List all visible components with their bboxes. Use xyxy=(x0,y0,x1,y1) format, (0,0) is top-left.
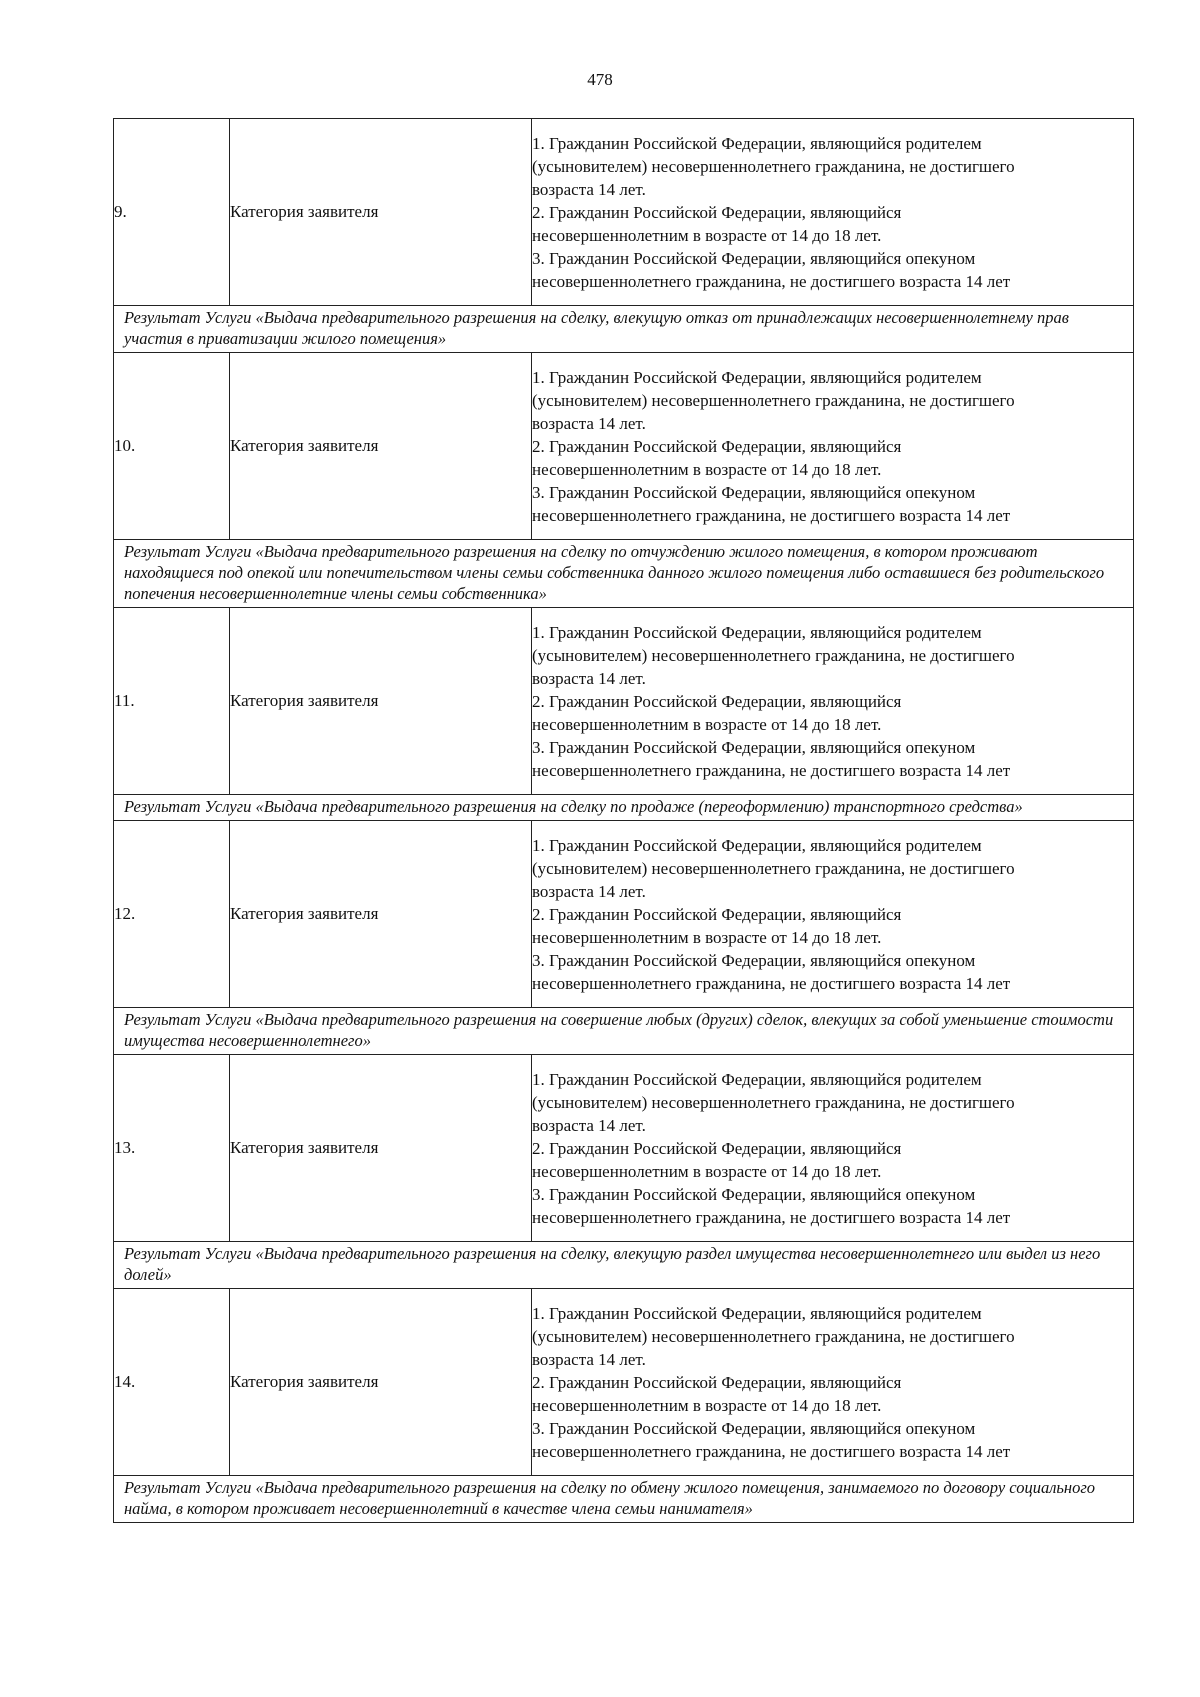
description-line: (усыновителем) несовершеннолетнего гражданина, не достигшего xyxy=(532,645,1015,665)
description-line: возраста 14 лет. xyxy=(532,179,646,199)
description-line: несовершеннолетним в возрасте от 14 до 18 лет. xyxy=(532,225,882,245)
result-row xyxy=(114,540,1134,608)
description-line: несовершеннолетнего гражданина, не достигшего возраста 14 лет xyxy=(532,505,1011,525)
result-row xyxy=(114,1476,1134,1523)
description-line: возраста 14 лет. xyxy=(532,413,646,433)
table-row xyxy=(114,608,1134,795)
description-line: 1. Гражданин Российской Федерации, являющийся родителем xyxy=(532,1303,982,1323)
description-line: несовершеннолетним в возрасте от 14 до 18 лет. xyxy=(532,1395,882,1415)
service-result-text: Результат Услуги «Выдача предварительного разрешения на сделку по обмену жилого помещения, занимаемого по договору социального найма, в котором проживает несовершеннолетний в качестве члена семьи нанимателя» xyxy=(114,1476,1134,1523)
applicant-description xyxy=(532,608,1134,795)
service-result-text: Результат Услуги «Выдача предварительного разрешения на совершение любых (других) сделок, влекущих за собой уменьшение стоимости имущества несовершеннолетнего» xyxy=(114,1008,1134,1055)
description-line: 3. Гражданин Российской Федерации, являющийся опекуном xyxy=(532,1418,976,1438)
category-label: Категория заявителя xyxy=(230,1055,532,1242)
description-line: 1. Гражданин Российской Федерации, являющийся родителем xyxy=(532,835,982,855)
applicant-category-table xyxy=(113,118,1134,1523)
description-line: (усыновителем) несовершеннолетнего гражданина, не достигшего xyxy=(532,1326,1015,1346)
description-line: несовершеннолетнего гражданина, не достигшего возраста 14 лет xyxy=(532,760,1011,780)
result-row xyxy=(114,795,1134,821)
description-line: 2. Гражданин Российской Федерации, являющийся xyxy=(532,1372,902,1392)
description-line: несовершеннолетнего гражданина, не достигшего возраста 14 лет xyxy=(532,1441,1011,1461)
description-line: несовершеннолетнего гражданина, не достигшего возраста 14 лет xyxy=(532,271,1011,291)
category-label: Категория заявителя xyxy=(230,119,532,306)
row-number: 12. xyxy=(114,821,230,1008)
description-line: 1. Гражданин Российской Федерации, являющийся родителем xyxy=(532,133,982,153)
description-line: возраста 14 лет. xyxy=(532,1115,646,1135)
description-line: 3. Гражданин Российской Федерации, являющийся опекуном xyxy=(532,737,976,757)
description-line: несовершеннолетним в возрасте от 14 до 18 лет. xyxy=(532,927,882,947)
description-line: несовершеннолетним в возрасте от 14 до 18 лет. xyxy=(532,714,882,734)
row-number: 10. xyxy=(114,353,230,540)
category-label: Категория заявителя xyxy=(230,1289,532,1476)
description-line: 2. Гражданин Российской Федерации, являющийся xyxy=(532,1138,902,1158)
category-label: Категория заявителя xyxy=(230,821,532,1008)
description-line: 3. Гражданин Российской Федерации, являющийся опекуном xyxy=(532,1184,976,1204)
description-line: несовершеннолетнего гражданина, не достигшего возраста 14 лет xyxy=(532,973,1011,993)
service-result-text: Результат Услуги «Выдача предварительного разрешения на сделку по отчуждению жилого помещения, в котором проживают находящиеся под опекой или попечительством члены семьи собственника данного жилого помещения либо оставшиеся без родительского попечения несовершеннолетние члены семьи собственника» xyxy=(114,540,1134,608)
service-result-text: Результат Услуги «Выдача предварительного разрешения на сделку по продаже (переоформлению) транспортного средства» xyxy=(114,795,1134,821)
description-line: 2. Гражданин Российской Федерации, являющийся xyxy=(532,691,902,711)
result-row xyxy=(114,1008,1134,1055)
table-row xyxy=(114,119,1134,306)
description-line: (усыновителем) несовершеннолетнего гражданина, не достигшего xyxy=(532,390,1015,410)
result-row xyxy=(114,306,1134,353)
description-line: возраста 14 лет. xyxy=(532,1349,646,1369)
applicant-description xyxy=(532,1289,1134,1476)
description-line: 3. Гражданин Российской Федерации, являющийся опекуном xyxy=(532,248,976,268)
applicant-description xyxy=(532,1055,1134,1242)
description-line: 2. Гражданин Российской Федерации, являющийся xyxy=(532,904,902,924)
description-line: 2. Гражданин Российской Федерации, являющийся xyxy=(532,202,902,222)
description-line: 3. Гражданин Российской Федерации, являющийся опекуном xyxy=(532,482,976,502)
applicant-description xyxy=(532,821,1134,1008)
category-label: Категория заявителя xyxy=(230,353,532,540)
table-row xyxy=(114,821,1134,1008)
table-row xyxy=(114,1289,1134,1476)
page-number: 478 xyxy=(587,70,613,89)
description-line: (усыновителем) несовершеннолетнего гражданина, не достигшего xyxy=(532,858,1015,878)
applicant-description xyxy=(532,119,1134,306)
table-row xyxy=(114,1055,1134,1242)
row-number: 11. xyxy=(114,608,230,795)
service-result-text: Результат Услуги «Выдача предварительного разрешения на сделку, влекущую отказ от принадлежащих несовершеннолетнему прав участия в приватизации жилого помещения» xyxy=(114,306,1134,353)
description-line: 2. Гражданин Российской Федерации, являющийся xyxy=(532,436,902,456)
row-number: 14. xyxy=(114,1289,230,1476)
description-line: (усыновителем) несовершеннолетнего гражданина, не достигшего xyxy=(532,1092,1015,1112)
description-line: 1. Гражданин Российской Федерации, являющийся родителем xyxy=(532,1069,982,1089)
result-row xyxy=(114,1242,1134,1289)
description-line: возраста 14 лет. xyxy=(532,881,646,901)
description-line: несовершеннолетним в возрасте от 14 до 18 лет. xyxy=(532,459,882,479)
description-line: 1. Гражданин Российской Федерации, являющийся родителем xyxy=(532,367,982,387)
applicant-description xyxy=(532,353,1134,540)
table-row xyxy=(114,353,1134,540)
description-line: 1. Гражданин Российской Федерации, являющийся родителем xyxy=(532,622,982,642)
description-line: несовершеннолетним в возрасте от 14 до 18 лет. xyxy=(532,1161,882,1181)
category-label: Категория заявителя xyxy=(230,608,532,795)
description-line: 3. Гражданин Российской Федерации, являющийся опекуном xyxy=(532,950,976,970)
description-line: (усыновителем) несовершеннолетнего гражданина, не достигшего xyxy=(532,156,1015,176)
row-number: 9. xyxy=(114,119,230,306)
row-number: 13. xyxy=(114,1055,230,1242)
service-result-text: Результат Услуги «Выдача предварительного разрешения на сделку, влекущую раздел имущества несовершеннолетнего или выдел из него долей» xyxy=(114,1242,1134,1289)
description-line: несовершеннолетнего гражданина, не достигшего возраста 14 лет xyxy=(532,1207,1011,1227)
description-line: возраста 14 лет. xyxy=(532,668,646,688)
